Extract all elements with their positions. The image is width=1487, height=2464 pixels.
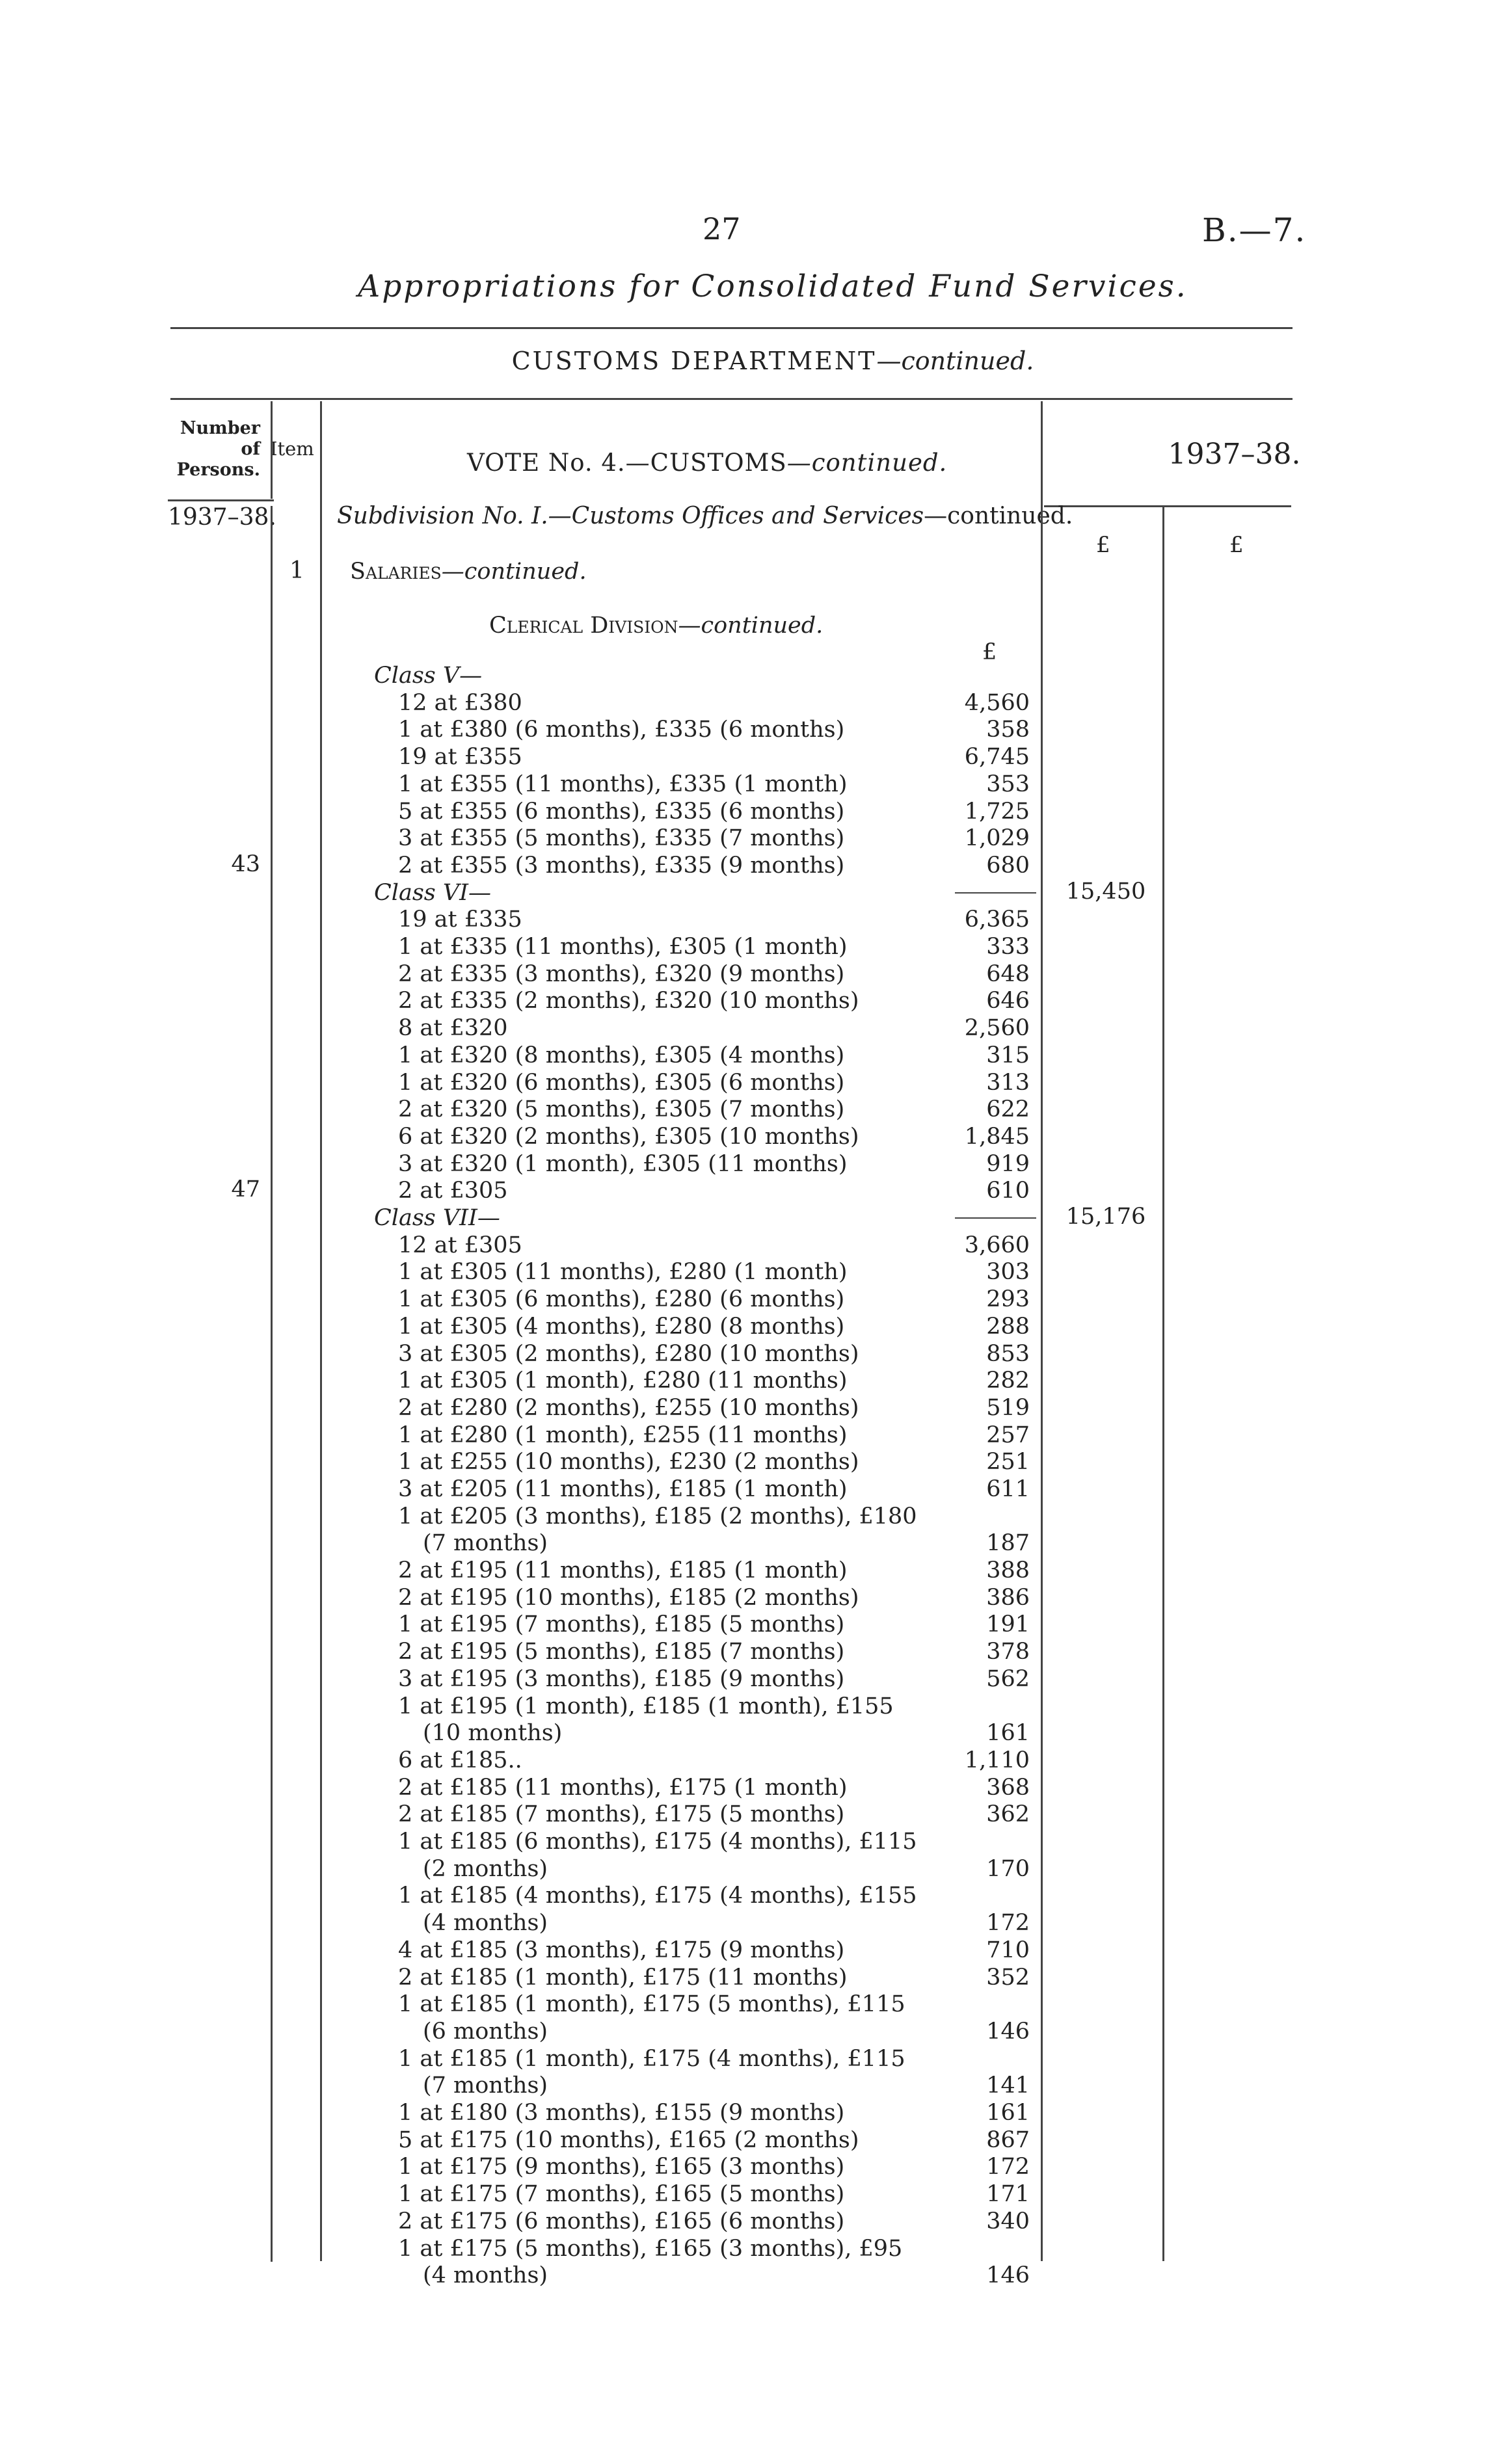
row-description: 2 at £355 (3 months), £335 (9 months) xyxy=(398,853,845,879)
row-description: 1 at £180 (3 months), £155 (9 months) xyxy=(398,2100,845,2126)
row-amount: 303 xyxy=(986,1259,1030,1285)
item-column-rule xyxy=(320,401,322,2261)
row-amount: 172 xyxy=(986,2154,1030,2180)
table-row xyxy=(398,1990,1030,2019)
table-row xyxy=(398,1312,1030,1341)
row-amount: 1,029 xyxy=(964,825,1030,851)
row-description: 1 at £195 (1 month), £185 (1 month), £155 xyxy=(398,1693,894,1719)
row-description: 5 at £355 (6 months), £335 (6 months) xyxy=(398,799,845,825)
row-amount: 251 xyxy=(986,1449,1030,1475)
row-description: 1 at £305 (11 months), £280 (1 month) xyxy=(398,1259,848,1285)
table-row xyxy=(398,1285,1030,1314)
item-column-header: Item xyxy=(270,438,314,460)
row-amount: 257 xyxy=(986,1422,1030,1448)
row-amount: 171 xyxy=(986,2181,1030,2207)
persons-year-label: 1937–38. xyxy=(168,504,276,531)
row-description: (6 months) xyxy=(423,2019,548,2045)
salaries-heading: Salaries—continued. xyxy=(350,559,587,585)
row-description: 1 at £335 (11 months), £305 (1 month) xyxy=(398,934,848,960)
table-row xyxy=(398,960,1030,988)
table-row xyxy=(398,1176,1030,1205)
title-rule xyxy=(170,327,1293,329)
table-row xyxy=(398,2207,1030,2236)
table-row xyxy=(423,1719,1030,1747)
table-row xyxy=(398,1095,1030,1124)
row-amount: 519 xyxy=(986,1395,1030,1421)
table-row xyxy=(398,1150,1030,1178)
pound-symbol-col2: £ xyxy=(1229,532,1244,558)
table-row xyxy=(423,1855,1030,1883)
row-amount: 4,560 xyxy=(964,690,1030,716)
row-description: 1 at £380 (6 months), £335 (6 months) xyxy=(398,717,845,743)
table-row xyxy=(423,1529,1030,1557)
persons-header-rule xyxy=(168,499,274,501)
row-description: 3 at £195 (3 months), £185 (9 months) xyxy=(398,1666,845,1692)
table-row xyxy=(398,933,1030,961)
page-title: Appropriations for Consolidated Fund Services. xyxy=(358,269,1188,304)
table-row xyxy=(398,2180,1030,2208)
row-amount: 293 xyxy=(986,1286,1030,1312)
row-amount: 6,365 xyxy=(964,907,1030,933)
row-description: 1 at £185 (1 month), £175 (5 months), £115 xyxy=(398,1991,905,2017)
row-amount: 6,745 xyxy=(964,744,1030,770)
table-row xyxy=(398,1421,1030,1450)
table-row xyxy=(398,2234,1030,2263)
row-description: 2 at £185 (11 months), £175 (1 month) xyxy=(398,1775,848,1801)
table-row xyxy=(398,905,1030,934)
row-amount: 282 xyxy=(986,1368,1030,1394)
table-row xyxy=(423,2017,1030,2046)
row-description: 1 at £320 (6 months), £305 (6 months) xyxy=(398,1070,845,1096)
table-row xyxy=(398,1800,1030,1829)
row-amount: 386 xyxy=(986,1585,1030,1611)
table-row xyxy=(398,2045,1030,2073)
table-row xyxy=(398,1583,1030,1612)
table-row xyxy=(398,743,1030,771)
table-row xyxy=(398,1231,1030,1260)
row-amount: 3,660 xyxy=(964,1232,1030,1258)
table-row xyxy=(398,1665,1030,1693)
row-description: 6 at £185.. xyxy=(398,1747,522,1773)
table-row xyxy=(398,1014,1030,1042)
table-row xyxy=(398,1610,1030,1639)
department-heading: CUSTOMS DEPARTMENT—continued. xyxy=(511,347,1034,375)
row-amount: 161 xyxy=(986,1720,1030,1746)
row-description: 1 at £175 (7 months), £165 (5 months) xyxy=(398,2181,845,2207)
row-description: 1 at £305 (6 months), £280 (6 months) xyxy=(398,1286,845,1312)
amount-column-rule xyxy=(1041,401,1043,2261)
row-description: 2 at £195 (10 months), £185 (2 months) xyxy=(398,1585,859,1611)
row-amount: 853 xyxy=(986,1341,1030,1367)
table-row xyxy=(398,1963,1030,1992)
row-description: 1 at £305 (1 month), £280 (11 months) xyxy=(398,1368,848,1394)
persons-column-rule-lower xyxy=(271,506,273,2262)
row-description: (7 months) xyxy=(423,1530,548,1556)
table-row xyxy=(398,2153,1030,2181)
row-amount: 1,845 xyxy=(964,1124,1030,1150)
pound-symbol-col1: £ xyxy=(1096,532,1110,558)
row-description: 8 at £320 xyxy=(398,1015,508,1041)
row-amount: 919 xyxy=(986,1151,1030,1177)
row-description: 12 at £305 xyxy=(398,1232,522,1258)
table-row xyxy=(398,1881,1030,1910)
row-description: 1 at £185 (1 month), £175 (4 months), £115 xyxy=(398,2046,905,2072)
subdivision-heading: Subdivision No. I.—Customs Offices and Services—continued. xyxy=(337,503,1073,529)
table-row xyxy=(398,1041,1030,1070)
table-row xyxy=(398,1502,1030,1531)
row-description: (4 months) xyxy=(423,1910,548,1936)
row-description: 1 at £255 (10 months), £230 (2 months) xyxy=(398,1449,859,1475)
year-split-rule xyxy=(1162,507,1164,2261)
row-description: 1 at £355 (11 months), £335 (1 month) xyxy=(398,771,848,797)
row-amount: 867 xyxy=(986,2127,1030,2153)
table-row xyxy=(423,1909,1030,1937)
table-row xyxy=(423,2261,1030,2290)
row-amount: 622 xyxy=(986,1096,1030,1122)
row-amount: 170 xyxy=(986,1856,1030,1882)
row-amount: 2,560 xyxy=(964,1015,1030,1041)
table-row xyxy=(398,1394,1030,1422)
table-row xyxy=(398,1340,1030,1368)
row-amount: 161 xyxy=(986,2100,1030,2126)
subtotal-rule xyxy=(955,1217,1036,1219)
subtotal-rule xyxy=(955,892,1036,894)
table-row xyxy=(398,689,1030,717)
table-row xyxy=(398,1746,1030,1775)
row-amount: 353 xyxy=(986,771,1030,797)
row-description: 4 at £185 (3 months), £175 (9 months) xyxy=(398,1937,845,1963)
row-amount: 313 xyxy=(986,1070,1030,1096)
table-row xyxy=(398,2099,1030,2127)
table-row xyxy=(423,2071,1030,2100)
row-amount: 680 xyxy=(986,853,1030,879)
row-amount: 358 xyxy=(986,717,1030,743)
class-persons-count: 43 xyxy=(231,851,260,877)
row-amount: 388 xyxy=(986,1557,1030,1583)
row-description: 1 at £175 (5 months), £165 (3 months), £95 xyxy=(398,2236,903,2262)
row-amount: 378 xyxy=(986,1639,1030,1665)
row-amount: 340 xyxy=(986,2208,1030,2234)
persons-column-rule xyxy=(271,401,273,499)
row-description: 2 at £335 (3 months), £320 (9 months) xyxy=(398,961,845,987)
row-description: 1 at £175 (9 months), £165 (3 months) xyxy=(398,2154,845,2180)
row-description: 2 at £185 (7 months), £175 (5 months) xyxy=(398,1801,845,1827)
table-row xyxy=(398,1692,1030,1721)
row-description: 2 at £335 (2 months), £320 (10 months) xyxy=(398,988,859,1014)
row-description: 5 at £175 (10 months), £165 (2 months) xyxy=(398,2127,859,2153)
row-description: 3 at £355 (5 months), £335 (7 months) xyxy=(398,825,845,851)
table-row xyxy=(398,2126,1030,2154)
row-amount: 646 xyxy=(986,988,1030,1014)
row-amount: 352 xyxy=(986,1965,1030,1991)
row-description: 12 at £380 xyxy=(398,690,522,716)
row-description: 19 at £335 xyxy=(398,907,522,933)
clerical-division-heading: Clerical Division—continued. xyxy=(489,613,824,639)
row-amount: 1,110 xyxy=(964,1747,1030,1773)
row-description: 19 at £355 xyxy=(398,744,522,770)
class-heading: Class V— xyxy=(374,663,483,689)
row-description: 1 at £185 (4 months), £175 (4 months), £155 xyxy=(398,1883,917,1909)
row-amount: 1,725 xyxy=(964,799,1030,825)
table-row xyxy=(398,824,1030,853)
class-total: 15,450 xyxy=(1065,879,1146,905)
row-description: 3 at £320 (1 month), £305 (11 months) xyxy=(398,1151,848,1177)
row-description: 1 at £185 (6 months), £175 (4 months), £115 xyxy=(398,1829,917,1855)
year-header-rule xyxy=(1044,505,1291,507)
class-persons-count: 47 xyxy=(231,1176,260,1202)
table-row xyxy=(398,1258,1030,1286)
table-row xyxy=(398,1122,1030,1151)
row-description: (10 months) xyxy=(423,1720,563,1746)
document-reference: B.—7. xyxy=(1202,211,1307,249)
table-row xyxy=(398,1773,1030,1802)
row-description: 3 at £205 (11 months), £185 (1 month) xyxy=(398,1476,848,1502)
row-description: 1 at £195 (7 months), £185 (5 months) xyxy=(398,1611,845,1637)
row-amount: 362 xyxy=(986,1801,1030,1827)
row-amount: 710 xyxy=(986,1937,1030,1963)
table-row xyxy=(398,1068,1030,1097)
row-description: 1 at £280 (1 month), £255 (11 months) xyxy=(398,1422,848,1448)
row-amount: 146 xyxy=(986,2262,1030,2288)
table-row xyxy=(398,851,1030,880)
row-description: 2 at £320 (5 months), £305 (7 months) xyxy=(398,1096,845,1122)
row-description: 2 at £185 (1 month), £175 (11 months) xyxy=(398,1965,848,1991)
row-amount: 288 xyxy=(986,1314,1030,1340)
class-total: 15,176 xyxy=(1065,1204,1146,1230)
row-amount: 368 xyxy=(986,1775,1030,1801)
detail-pound-symbol: £ xyxy=(982,639,997,665)
row-description: 6 at £320 (2 months), £305 (10 months) xyxy=(398,1124,859,1150)
row-amount: 187 xyxy=(986,1530,1030,1556)
year-column-header: 1937–38. xyxy=(1168,438,1301,471)
table-row xyxy=(398,1936,1030,1965)
table-row xyxy=(398,770,1030,799)
row-description: (2 months) xyxy=(423,1856,548,1882)
table-row xyxy=(398,1637,1030,1666)
item-number: 1 xyxy=(289,557,304,584)
row-description: (7 months) xyxy=(423,2073,548,2099)
row-description: 1 at £305 (4 months), £280 (8 months) xyxy=(398,1314,845,1340)
table-row xyxy=(398,797,1030,826)
row-description: 1 at £320 (8 months), £305 (4 months) xyxy=(398,1042,845,1068)
row-amount: 611 xyxy=(986,1476,1030,1502)
table-row xyxy=(398,987,1030,1015)
table-row xyxy=(398,1475,1030,1504)
table-row xyxy=(398,1827,1030,1856)
vote-heading: VOTE No. 4.—CUSTOMS—continued. xyxy=(467,449,948,477)
page-number: 27 xyxy=(703,211,741,246)
table-row xyxy=(398,1448,1030,1476)
row-amount: 333 xyxy=(986,934,1030,960)
table-top-rule xyxy=(170,398,1293,400)
row-description: 2 at £280 (2 months), £255 (10 months) xyxy=(398,1395,859,1421)
row-amount: 562 xyxy=(986,1666,1030,1692)
row-description: 2 at £305 xyxy=(398,1178,508,1204)
table-row xyxy=(398,1556,1030,1585)
row-description: 1 at £205 (3 months), £185 (2 months), £180 xyxy=(398,1504,917,1530)
row-amount: 315 xyxy=(986,1042,1030,1068)
row-description: 2 at £195 (5 months), £185 (7 months) xyxy=(398,1639,845,1665)
row-description: (4 months) xyxy=(423,2262,548,2288)
row-amount: 141 xyxy=(986,2073,1030,2099)
row-amount: 146 xyxy=(986,2019,1030,2045)
row-description: 2 at £195 (11 months), £185 (1 month) xyxy=(398,1557,848,1583)
persons-column-header: Number of Persons. xyxy=(176,418,260,480)
class-heading: Class VII— xyxy=(374,1205,500,1231)
row-amount: 648 xyxy=(986,961,1030,987)
row-amount: 610 xyxy=(986,1178,1030,1204)
class-heading: Class VI— xyxy=(374,880,491,906)
row-description: 3 at £305 (2 months), £280 (10 months) xyxy=(398,1341,859,1367)
row-amount: 172 xyxy=(986,1910,1030,1936)
table-row xyxy=(398,715,1030,744)
table-row xyxy=(398,1366,1030,1395)
row-amount: 191 xyxy=(986,1611,1030,1637)
row-description: 2 at £175 (6 months), £165 (6 months) xyxy=(398,2208,845,2234)
